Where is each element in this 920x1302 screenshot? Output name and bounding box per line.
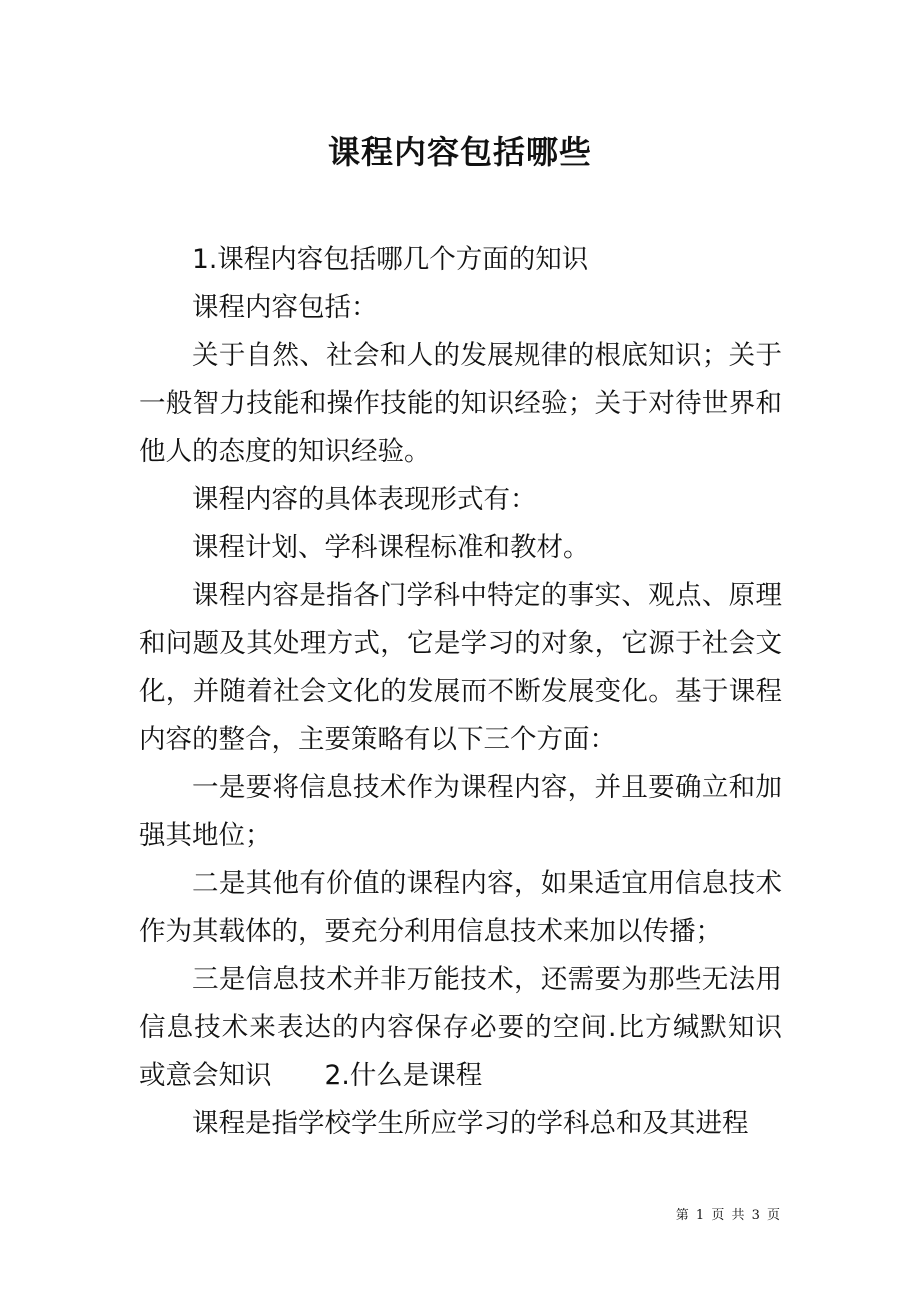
document-title: 课程内容包括哪些 — [327, 133, 592, 171]
paragraph: 课程内容包括： — [192, 292, 378, 323]
paragraph: 关于自然、社会和人的发展规律的根底知识；关于一般智力技能和操作技能的知识经验；关于对待世界和他人的态度的知识经验。 — [139, 340, 782, 467]
paragraph: 1.课程内容包括哪几个方面的知识 — [192, 244, 589, 275]
paragraph: 一是要将信息技术作为课程内容，并且要确立和加强其地位； — [139, 772, 782, 851]
document-body — [139, 236, 782, 1148]
paragraph: 二是其他有价值的课程内容，如果适宜用信息技术作为其载体的，要充分利用信息技术来加以传播； — [139, 868, 782, 947]
paragraph: 课程内容是指各门学科中特定的事实、观点、原理和问题及其处理方式，它是学习的对象，它源于社会文化，并随着社会文化的发展而不断发展变化。基于课程内容的整合，主要策略有以下三个方面： — [139, 580, 782, 755]
paragraph: 课程内容的具体表现形式有： — [192, 484, 537, 515]
paragraph: 课程计划、学科课程标准和教材。 — [192, 532, 590, 563]
paragraph: 课程是指学校学生所应学习的学科总和及其进程 — [192, 1108, 749, 1139]
page-number-footer: 第 1 页 共 3 页 — [675, 1208, 780, 1223]
paragraph: 三是信息技术并非万能技术，还需要为那些无法用信息技术来表达的内容保存必要的空间.比方缄默知识或意会知识 2.什么是课程 — [139, 964, 782, 1091]
